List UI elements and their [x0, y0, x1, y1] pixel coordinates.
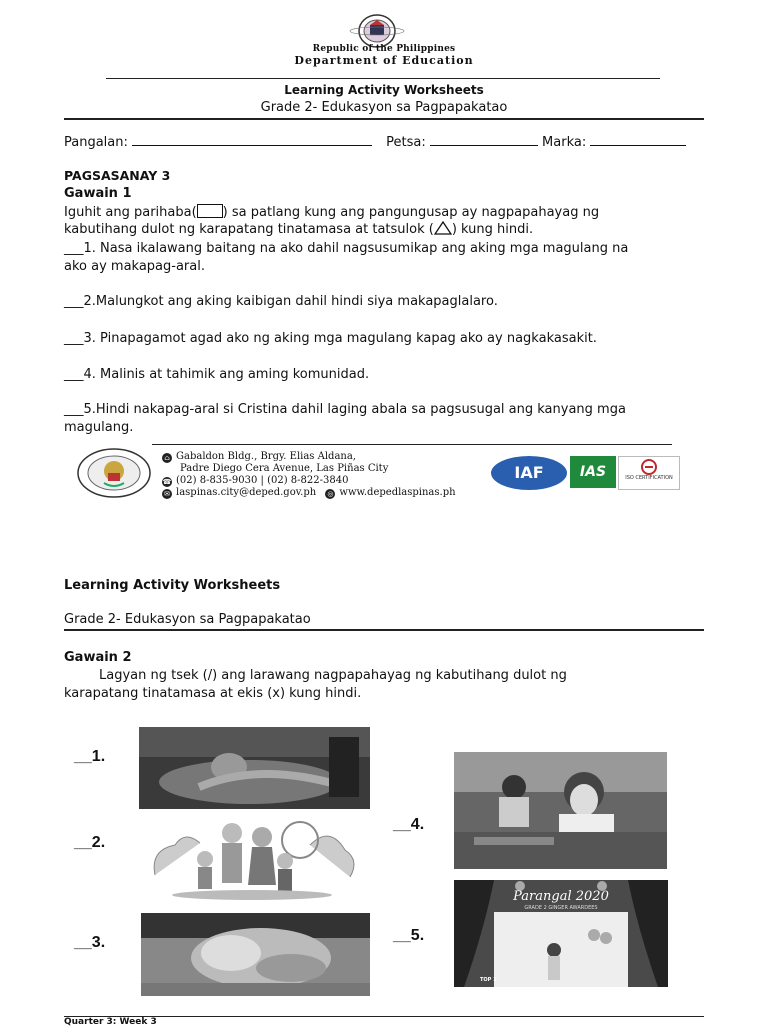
sick-child-image — [139, 727, 370, 809]
division-seal-icon — [76, 447, 152, 499]
picture-2-label[interactable]: __2. — [74, 834, 106, 851]
footer-address-1 — [162, 451, 356, 463]
family-cartoon-image — [140, 815, 365, 900]
activity1-heading: Gawain 1 — [64, 186, 132, 201]
item-3: ___3. Pinapagamot agad ako ng aking mga magulang kapag ako ay nagkakasakit. — [64, 331, 597, 346]
iso-logo — [618, 456, 680, 490]
name-label: Pangalan: — [64, 135, 128, 150]
name-blank[interactable] — [132, 133, 372, 146]
picture-4-label[interactable]: __4. — [393, 816, 425, 833]
address-line-1-text: Gabaldon Bldg., Brgy. Elias Aldana, — [176, 451, 356, 462]
republic-text: Republic of the Philippines — [312, 44, 456, 54]
phone-text: (02) 8-835-9030 | (02) 8-822-3840 — [176, 475, 349, 486]
item-5-line-1: ___5.Hindi nakapag-aral si Cristina dahil laging abala sa pagsusugal ang kanyang mga — [64, 402, 626, 417]
activity2-heading: Gawain 2 — [64, 650, 132, 665]
garbage-pile-image — [141, 913, 370, 996]
footer-contact — [162, 487, 456, 499]
score-label: Marka: — [542, 135, 587, 150]
item-1-line-2: ako ay makapag-aral. — [64, 259, 205, 274]
page-title: Learning Activity Worksheets — [284, 83, 484, 97]
page-subtitle: Grade 2- Edukasyon sa Pagpapakatao — [260, 100, 508, 115]
subtitle-divider — [64, 118, 704, 120]
section-heading: PAGSASANAY 3 — [64, 168, 171, 183]
iaf-text: IAF — [514, 463, 544, 482]
form-line — [64, 133, 686, 151]
activity2-instruction-1: Lagyan ng tsek (/) ang larawang nagpapahayag ng kabutihang dulot ng — [99, 668, 567, 683]
header-divider — [106, 78, 660, 79]
phone-icon: ☎ — [162, 478, 172, 486]
date-blank[interactable] — [430, 133, 538, 146]
rectangle-icon — [197, 204, 223, 218]
item-4: ___4. Malinis at tahimik ang aming komunidad. — [64, 367, 370, 382]
classroom-image — [454, 752, 667, 869]
instruction-part-d: ) kung hindi. — [451, 222, 534, 237]
award-top: TOP 1 — [480, 977, 497, 983]
footer-phone — [162, 475, 348, 487]
award-poster-image — [454, 880, 668, 987]
picture-1-label[interactable]: __1. — [74, 748, 106, 765]
instruction-line-2 — [64, 221, 533, 238]
date-label: Petsa: — [386, 135, 426, 150]
email-link[interactable]: laspinas.city@deped.gov.ph — [176, 487, 317, 498]
award-title: Parangal 2020 — [513, 889, 609, 904]
bottom-divider — [64, 1016, 704, 1017]
award-subtitle: GRADE 2 GINGER AWARDEES — [524, 905, 598, 911]
instruction-part-c: kabutihang dulot ng karapatang tinatamasa at tatsulok ( — [64, 222, 434, 237]
score-blank[interactable] — [590, 133, 686, 146]
picture-5-label[interactable]: __5. — [393, 927, 425, 944]
page2-subtitle: Grade 2- Edukasyon sa Pagpapakatao — [64, 612, 311, 627]
iaf-logo — [491, 456, 567, 490]
deped-seal-icon — [348, 14, 406, 48]
globe-icon: ◎ — [327, 490, 334, 498]
quarter-note: Quarter 3: Week 3 — [64, 1017, 157, 1027]
ias-logo — [570, 456, 616, 488]
website-link[interactable]: www.depedlaspinas.ph — [339, 487, 456, 498]
footer-divider — [152, 444, 672, 445]
page2-title: Learning Activity Worksheets — [64, 578, 281, 593]
instruction-part-b: ) sa patlang kung ang pangungusap ay nagpapahayag ng — [222, 205, 600, 220]
department-text: Department of Education — [294, 54, 474, 67]
item-2: ___2.Malungkot ang aking kaibigan dahil hindi siya makapaglalaro. — [64, 294, 498, 309]
triangle-icon — [434, 221, 452, 235]
footer-address-2: Padre Diego Cera Avenue, Las Piñas City — [180, 463, 389, 474]
iso-mark-icon — [639, 459, 659, 475]
activity2-instruction-2: karapatang tinatamasa at ekis (x) kung hindi. — [64, 686, 362, 701]
page2-divider — [64, 629, 704, 631]
picture-3-label[interactable]: __3. — [74, 934, 106, 951]
email-icon: ✉ — [162, 489, 172, 499]
item-1-line-1: ___1. Nasa ikalawang baitang na ako dahil nagsusumikap ang aking mga magulang na — [64, 241, 629, 256]
item-5-line-2: magulang. — [64, 420, 134, 435]
instruction-line-1 — [64, 204, 599, 221]
location-icon: ⌂ — [162, 453, 172, 463]
ias-text: IAS — [579, 464, 607, 480]
instruction-part-a: Iguhit ang parihaba( — [64, 205, 197, 220]
iso-cert-text: ISO CERTIFICATION — [625, 475, 673, 481]
